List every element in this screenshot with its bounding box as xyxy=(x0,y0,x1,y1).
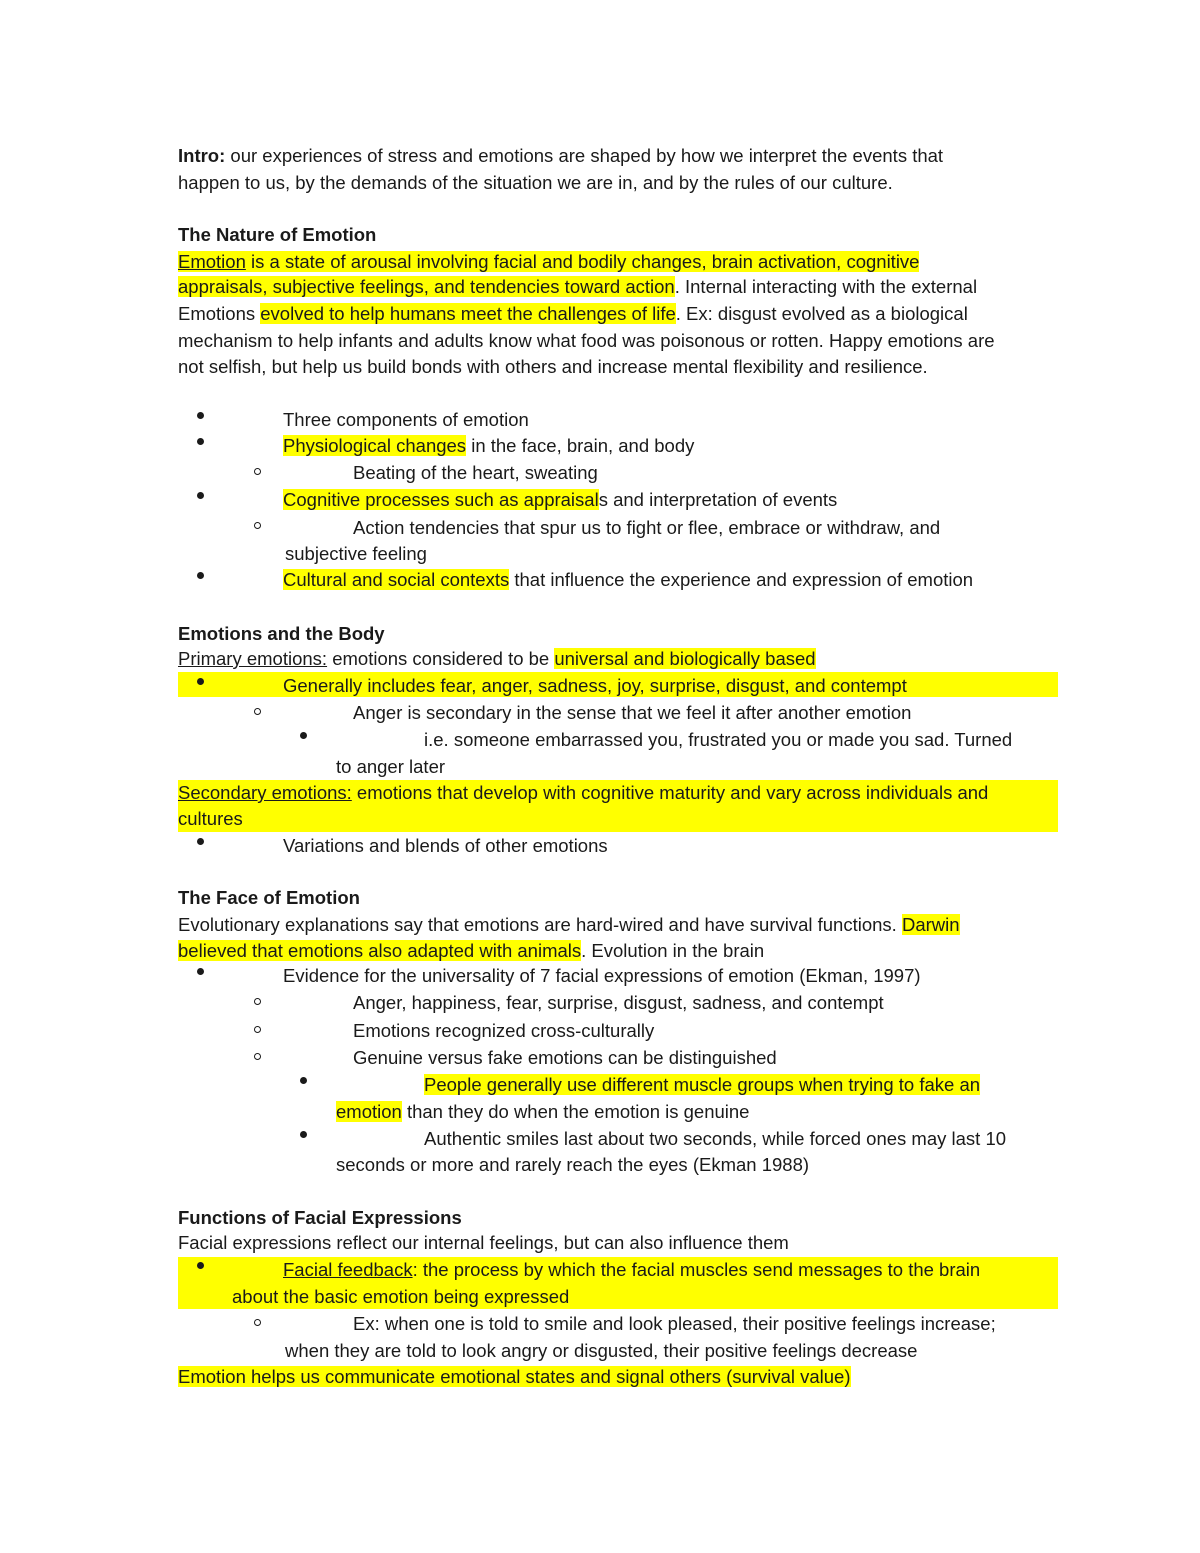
bullet-circle-icon xyxy=(254,1026,261,1033)
functions-last-line xyxy=(178,1365,851,1389)
highlight: Darwin xyxy=(901,914,960,935)
primary-emotions-term: Primary emotions: xyxy=(178,648,328,669)
intro-text: our experiences of stress and emotions are shaped by how we interpret the events that xyxy=(230,145,944,166)
list-item-text: : the process by which the facial muscles send messages to the brain xyxy=(412,1259,981,1280)
nature-definition: is a state of arousal involving facial and bodily changes, brain activation, cognitive xyxy=(251,251,920,272)
body-line-3: cultures xyxy=(178,808,243,829)
bullet-dot-icon xyxy=(197,838,204,845)
highlight: appraisals, subjective feelings, and tendencies toward action xyxy=(178,276,675,297)
list-item: Genuine versus fake emotions can be distinguished xyxy=(353,1047,777,1068)
highlight: People generally use different muscle groups when trying to fake an xyxy=(424,1074,981,1095)
secondary-emotions-term: Secondary emotions: xyxy=(178,782,352,803)
list-item: Anger is secondary in the sense that we feel it after another emotion xyxy=(353,702,912,723)
body-text: emotions considered to be xyxy=(327,648,555,669)
highlight: emotion xyxy=(336,1101,402,1122)
list-item xyxy=(283,1258,980,1282)
list-item-continuation: to anger later xyxy=(336,756,446,777)
face-line-1 xyxy=(178,913,960,937)
highlight: Cultural and social contexts xyxy=(283,569,510,590)
bullet-dot-icon xyxy=(197,572,204,579)
list-item: Emotions recognized cross-culturally xyxy=(353,1020,655,1041)
bullet-dot-icon xyxy=(197,678,204,685)
list-item-text: in the face, brain, and body xyxy=(466,435,695,456)
list-item-continuation xyxy=(336,1100,749,1124)
facial-feedback-term: Facial feedback xyxy=(283,1259,413,1280)
nature-line-4: mechanism to help infants and adults know what food was poisonous or rotten. Happy emotions are xyxy=(178,330,995,351)
list-item-continuation: subjective feeling xyxy=(285,543,427,564)
section-heading-nature: The Nature of Emotion xyxy=(178,224,377,245)
intro-line-1 xyxy=(178,144,943,168)
bullet-circle-icon xyxy=(254,1319,261,1326)
list-item: Variations and blends of other emotions xyxy=(283,835,608,856)
list-item-text: that influence the experience and expression of emotion xyxy=(509,569,974,590)
bullet-dot-icon xyxy=(300,732,307,739)
body-line-2 xyxy=(178,781,988,805)
list-item: Beating of the heart, sweating xyxy=(353,462,598,483)
emotion-term: Emotion xyxy=(178,251,246,272)
list-item-text: than they do when the emotion is genuine xyxy=(401,1101,750,1122)
list-item: Authentic smiles last about two seconds, while forced ones may last 10 xyxy=(424,1128,1007,1149)
highlight: Physiological changes xyxy=(283,435,467,456)
bullet-circle-icon xyxy=(254,708,261,715)
bullet-dot-icon xyxy=(197,412,204,419)
highlight: Emotion helps us communicate emotional states and signal others (survival value) xyxy=(178,1366,851,1387)
bullet-circle-icon xyxy=(254,468,261,475)
body-text: emotions that develop with cognitive maturity and vary across individuals and xyxy=(351,782,989,803)
body-line-1 xyxy=(178,647,816,671)
bullet-dot-icon xyxy=(300,1131,307,1138)
highlight: Cognitive processes such as appraisal xyxy=(283,489,599,510)
nature-line-2 xyxy=(178,275,977,299)
list-item: Generally includes fear, anger, sadness, joy, surprise, disgust, and contempt xyxy=(283,675,907,696)
intro-label: Intro: xyxy=(178,145,226,166)
list-item: Anger, happiness, fear, surprise, disgust, sadness, and contempt xyxy=(353,992,884,1013)
highlight xyxy=(178,251,919,272)
nature-text: . Internal interacting with the external xyxy=(674,276,978,297)
section-heading-face: The Face of Emotion xyxy=(178,887,360,908)
highlight: believed that emotions also adapted with animals xyxy=(178,940,582,961)
face-text: . Evolution in the brain xyxy=(581,940,765,961)
intro-line-2: happen to us, by the demands of the situation we are in, and by the rules of our culture. xyxy=(178,172,893,193)
nature-text: Emotions xyxy=(178,303,256,324)
bullet-circle-icon xyxy=(254,1053,261,1060)
list-item-continuation: about the basic emotion being expressed xyxy=(232,1286,570,1307)
list-item-text: s and interpretation of events xyxy=(598,489,838,510)
bullet-dot-icon xyxy=(300,1077,307,1084)
nature-line-3 xyxy=(178,302,968,326)
list-item: Action tendencies that spur us to fight or flee, embrace or withdraw, and xyxy=(353,517,941,538)
list-item: Ex: when one is told to smile and look pleased, their positive feelings increase; xyxy=(353,1313,996,1334)
list-item-continuation: seconds or more and rarely reach the eyes (Ekman 1988) xyxy=(336,1154,810,1175)
nature-text: . Ex: disgust evolved as a biological xyxy=(675,303,968,324)
list-item-continuation: when they are told to look angry or disgusted, their positive feelings decrease xyxy=(285,1340,918,1361)
list-item: Three components of emotion xyxy=(283,409,529,430)
bullet-dot-icon xyxy=(197,492,204,499)
face-line-2 xyxy=(178,939,764,963)
bullet-dot-icon xyxy=(197,438,204,445)
list-item xyxy=(424,1073,980,1097)
list-item xyxy=(283,434,694,458)
list-item xyxy=(283,568,973,592)
bullet-circle-icon xyxy=(254,998,261,1005)
bullet-dot-icon xyxy=(197,968,204,975)
face-text: Evolutionary explanations say that emotions are hard-wired and have survival functions. xyxy=(178,914,902,935)
list-item xyxy=(283,488,837,512)
section-heading-functions: Functions of Facial Expressions xyxy=(178,1207,462,1228)
highlight: evolved to help humans meet the challenges of life xyxy=(260,303,676,324)
functions-line-1: Facial expressions reflect our internal feelings, but can also influence them xyxy=(178,1232,789,1253)
highlight: universal and biologically based xyxy=(554,648,816,669)
bullet-circle-icon xyxy=(254,522,261,529)
list-item: Evidence for the universality of 7 facial expressions of emotion (Ekman, 1997) xyxy=(283,965,921,986)
section-heading-body: Emotions and the Body xyxy=(178,623,385,644)
list-item: i.e. someone embarrassed you, frustrated you or made you sad. Turned xyxy=(424,729,1013,750)
bullet-dot-icon xyxy=(197,1262,204,1269)
nature-line-5: not selfish, but help us build bonds with others and increase mental flexibility and resilience. xyxy=(178,356,928,377)
nature-line-1 xyxy=(178,250,919,274)
